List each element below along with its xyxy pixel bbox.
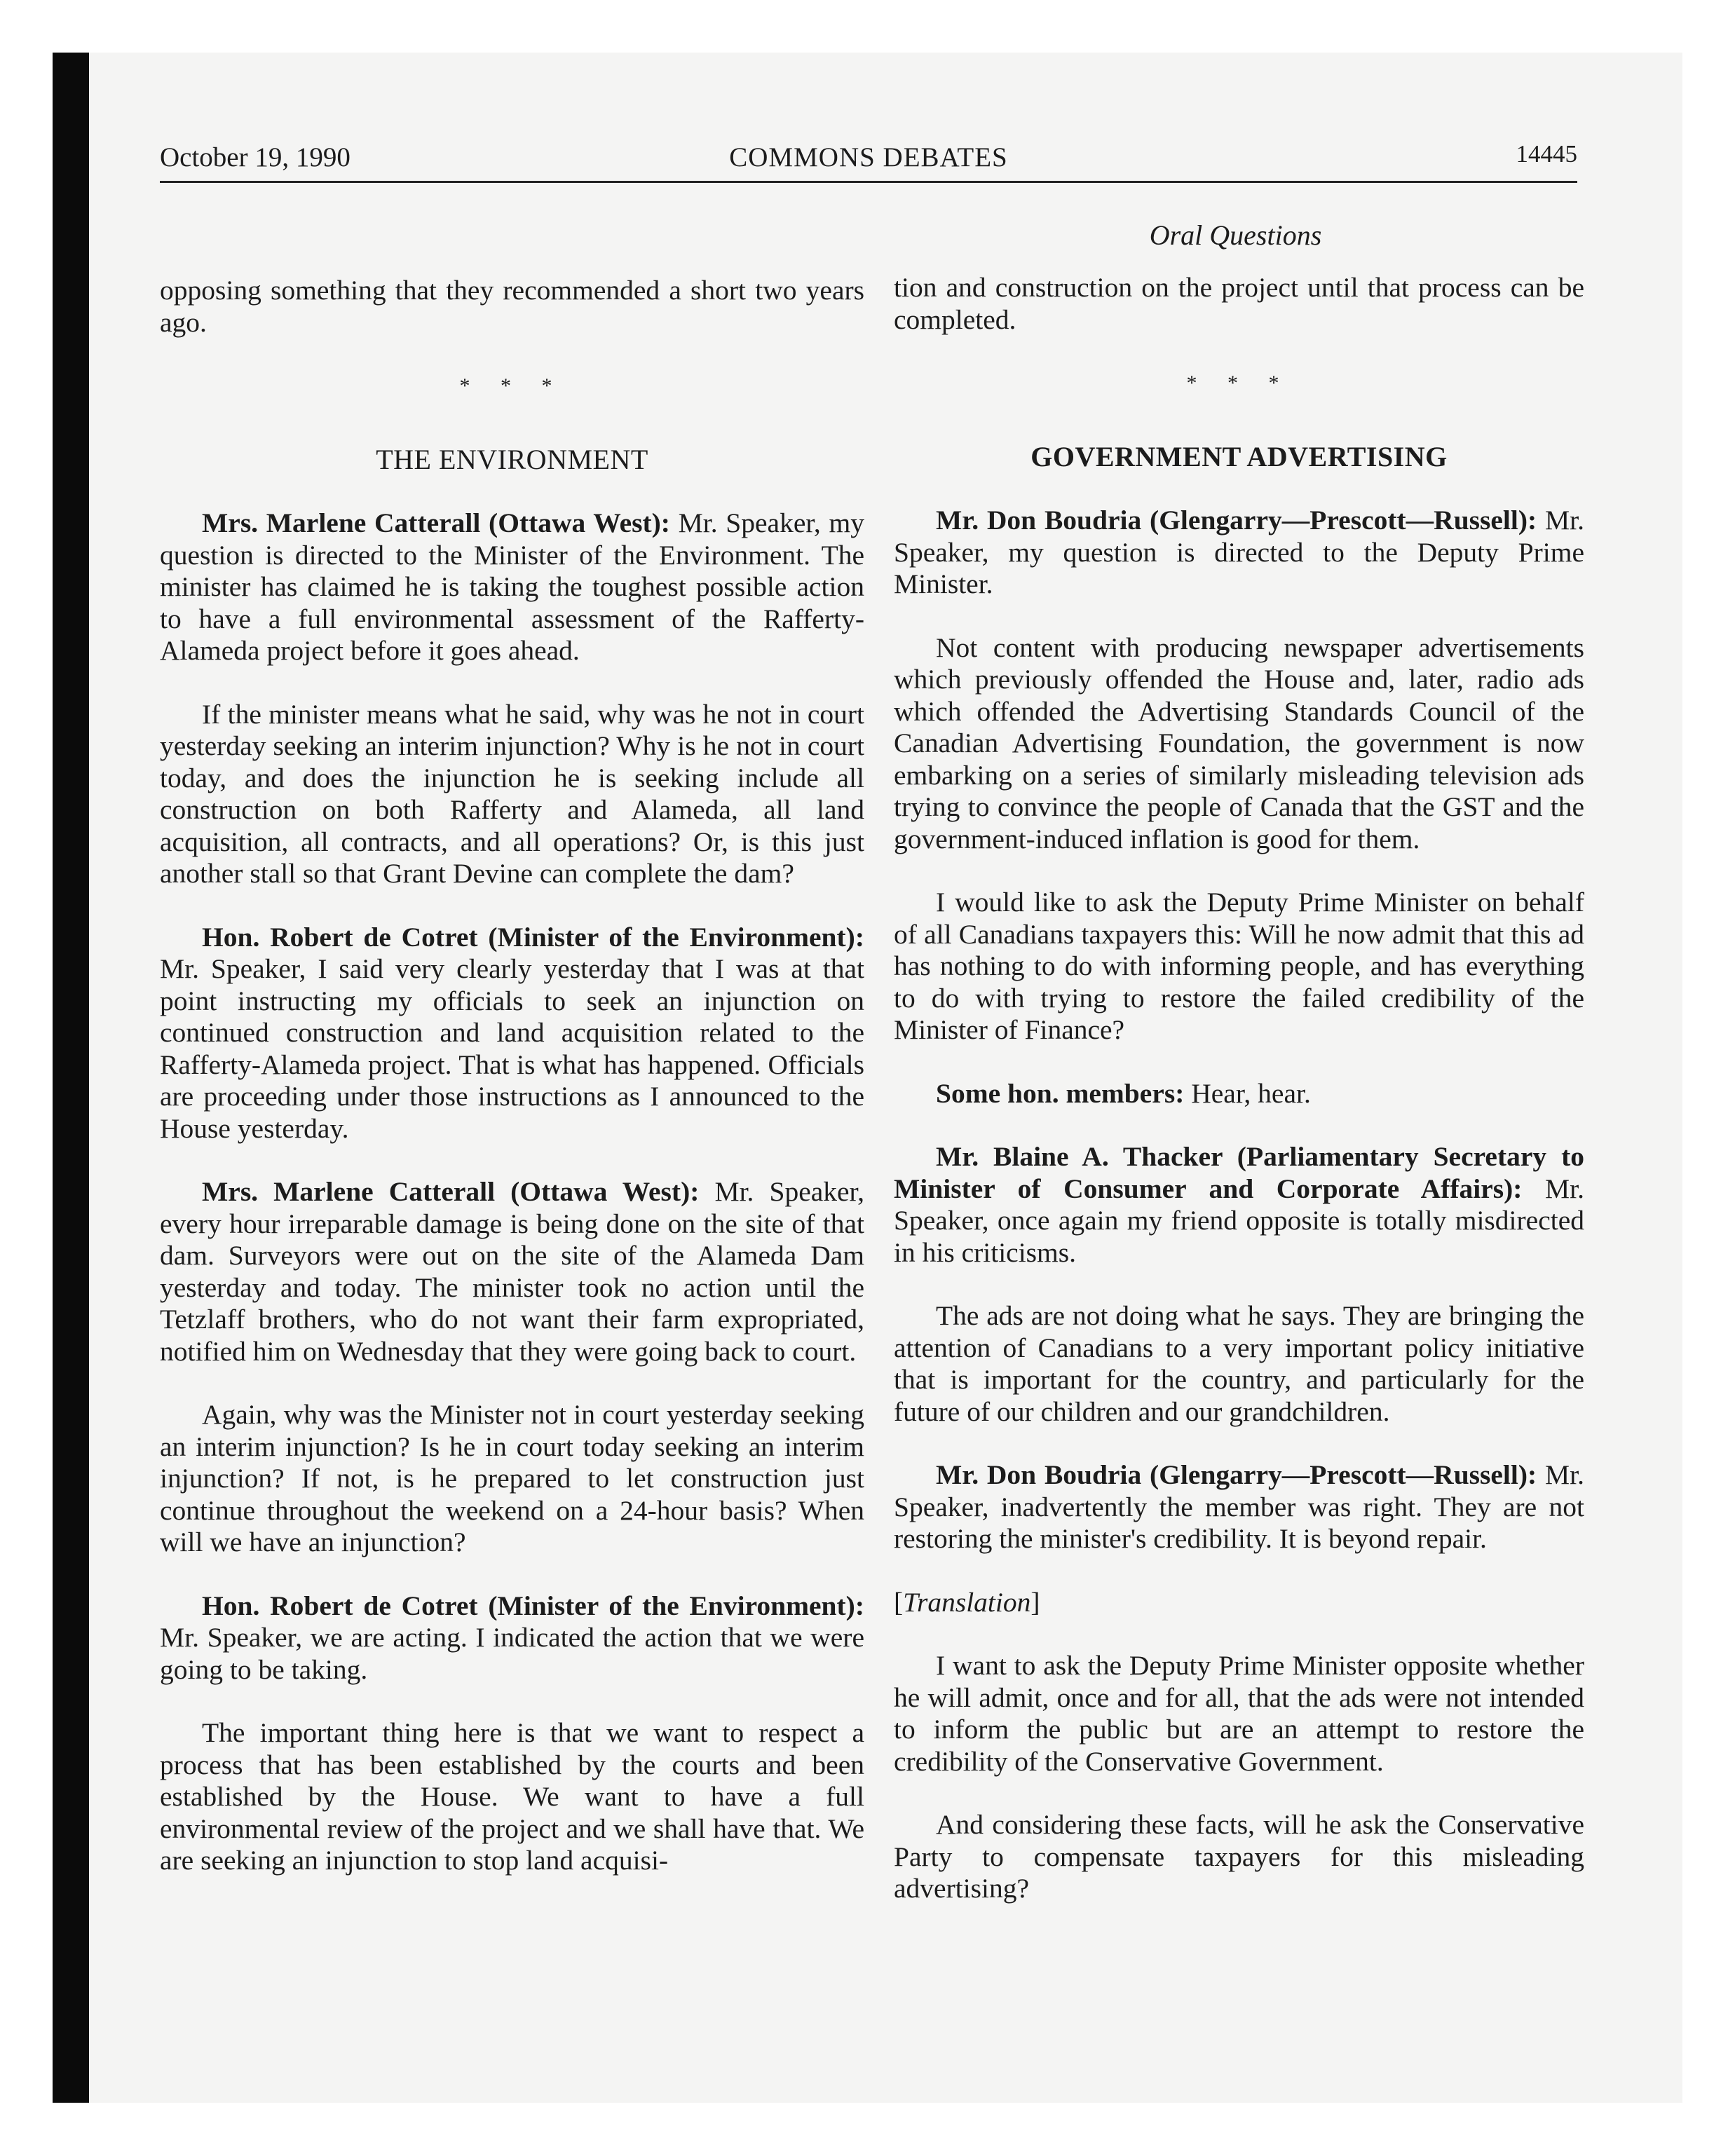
section-heading: THE ENVIRONMENT: [376, 444, 648, 475]
page-header: [160, 142, 1577, 184]
left-column: [160, 275, 864, 1909]
paragraph: Again, why was the Minister not in court yesterday seeking an interim injunction? Is he in court today seeking an interim injunction? If not, is he prepared to let construction just continue throughout the weekend on a 24-hour basis? When will we have an injunction?: [160, 1399, 864, 1557]
speech-paragraph: [894, 1078, 1584, 1110]
speech-text: Mr. Speaker, I said very clearly yesterday that I was at that point instructing my officials to seek an injunction on continued construction and land acquisition related to the Rafferty-Alameda project. That is what has happened. Officials are proceeding under those instructions as I announced to the House yesterday.: [160, 953, 864, 1144]
speaker-name: Hon. Robert de Cotret (Minister of the Environment):: [202, 1590, 864, 1621]
paragraph: opposing something that they recommended a short two years ago.: [160, 275, 864, 338]
page-number: 14445: [1516, 140, 1577, 168]
paragraph: And considering these facts, will he ask the Conservative Party to compensate taxpayers for this misleading advertising?: [894, 1809, 1584, 1904]
speech-text: Mr. Speaker, inadvertently the member was right. They are not restoring the minister's credibility. It is beyond repair.: [894, 1459, 1584, 1554]
header-title: COMMONS DEBATES: [729, 142, 1008, 172]
speech-paragraph: [894, 1141, 1584, 1269]
paragraph: I want to ask the Deputy Prime Minister opposite whether he will admit, once and for all, that the ads were not intended to inform the public but are an attempt to restore the credibility of the Conservative Government.: [894, 1650, 1584, 1777]
section-heading: GOVERNMENT ADVERTISING: [1030, 441, 1448, 472]
translation-label: Translation: [903, 1586, 1031, 1618]
section-separator: * * *: [1186, 371, 1292, 395]
header-date: October 19, 1990: [160, 142, 351, 172]
speech-text: Hear, hear.: [1184, 1077, 1311, 1109]
speaker-name: Mrs. Marlene Catterall (Ottawa West):: [202, 507, 670, 538]
bracket-open: [: [894, 1586, 904, 1618]
speech-paragraph: [160, 1590, 864, 1686]
speaker-name: Mrs. Marlene Catterall (Ottawa West):: [202, 1176, 700, 1207]
speaker-name: Mr. Blaine A. Thacker (Parliamentary Secretary to Minister of Consumer and Corporate Affairs):: [894, 1141, 1584, 1204]
paragraph: The important thing here is that we want to respect a process that has been established by the courts and been established by the House. We want to have a full environmental review of the project and we shall have that. We are seeking an injunction to stop land acquisi-: [160, 1717, 864, 1876]
paragraph: Not content with producing newspaper advertisements which previously offended the House and, later, radio ads which offended the Advertising Standards Council of the Canadian Advertising Foundation, the government is now embarking on a series of similarly misleading television ads trying to convince the people of Canada that the GST and the government-induced inflation is good for them.: [894, 632, 1584, 854]
speech-paragraph: [160, 922, 864, 1145]
speaker-name: Hon. Robert de Cotret (Minister of the Environment):: [202, 921, 864, 953]
speech-text: Mr. Speaker, my question is directed to the Deputy Prime Minister.: [894, 505, 1584, 599]
bracket-close: ]: [1030, 1586, 1040, 1618]
speech-text: Mr. Speaker, my question is directed to the Minister of the Environment. The minister has claimed he is taking the toughest possible action to have a full environmental assessment of the Rafferty-Alameda project before it goes ahead.: [160, 507, 864, 666]
section-label: Oral Questions: [1149, 219, 1322, 251]
paragraph: I would like to ask the Deputy Prime Minister on behalf of all Canadians taxpayers this: Will he now admit that this ad has nothing to do with informing people, and has everything to do with trying to restore the failed credibility of the Minister of Finance?: [894, 887, 1584, 1045]
speech-paragraph: [160, 1176, 864, 1367]
speaker-name: Some hon. members:: [936, 1077, 1185, 1109]
paragraph: tion and construction on the project until that process can be completed.: [894, 272, 1584, 335]
speech-paragraph: [160, 507, 864, 667]
paragraph: If the minister means what he said, why was he not in court yesterday seeking an interim injunction? Why is he not in court today, and does the injunction he is seeking include all construction on both Rafferty and Alameda, all land acquisition, all contracts, and all operations? Or, is this just another stall so that Grant Devine can complete the dam?: [160, 698, 864, 889]
section-separator: * * *: [459, 374, 565, 397]
header-rule: [160, 181, 1577, 183]
speech-paragraph: [894, 1459, 1584, 1555]
speech-text: Mr. Speaker, once again my friend opposite is totally misdirected in his criticisms.: [894, 1173, 1584, 1268]
speaker-name: Mr. Don Boudria (Glengarry—Prescott—Russell):: [936, 1459, 1537, 1490]
speech-text: Mr. Speaker, every hour irreparable damage is being done on the site of that dam. Surveyors were out on the site of the Alameda Dam yesterday and today. The minister took no action until the Tetzlaff brothers, who do not want their farm expropriated, notified him on Wednesday that they were going back to court.: [160, 1176, 864, 1367]
speech-text: Mr. Speaker, we are acting. I indicated the action that we were going to be taking.: [160, 1622, 864, 1685]
scan-border-shadow: [53, 53, 89, 2103]
speech-paragraph: [894, 505, 1584, 601]
language-note: [894, 1587, 1584, 1619]
right-column: [894, 272, 1584, 1937]
speaker-name: Mr. Don Boudria (Glengarry—Prescott—Russell):: [936, 505, 1537, 535]
paragraph: The ads are not doing what he says. They are bringing the attention of Canadians to a very important policy initiative that is important for the country, and particularly for the future of our children and our grandchildren.: [894, 1300, 1584, 1427]
